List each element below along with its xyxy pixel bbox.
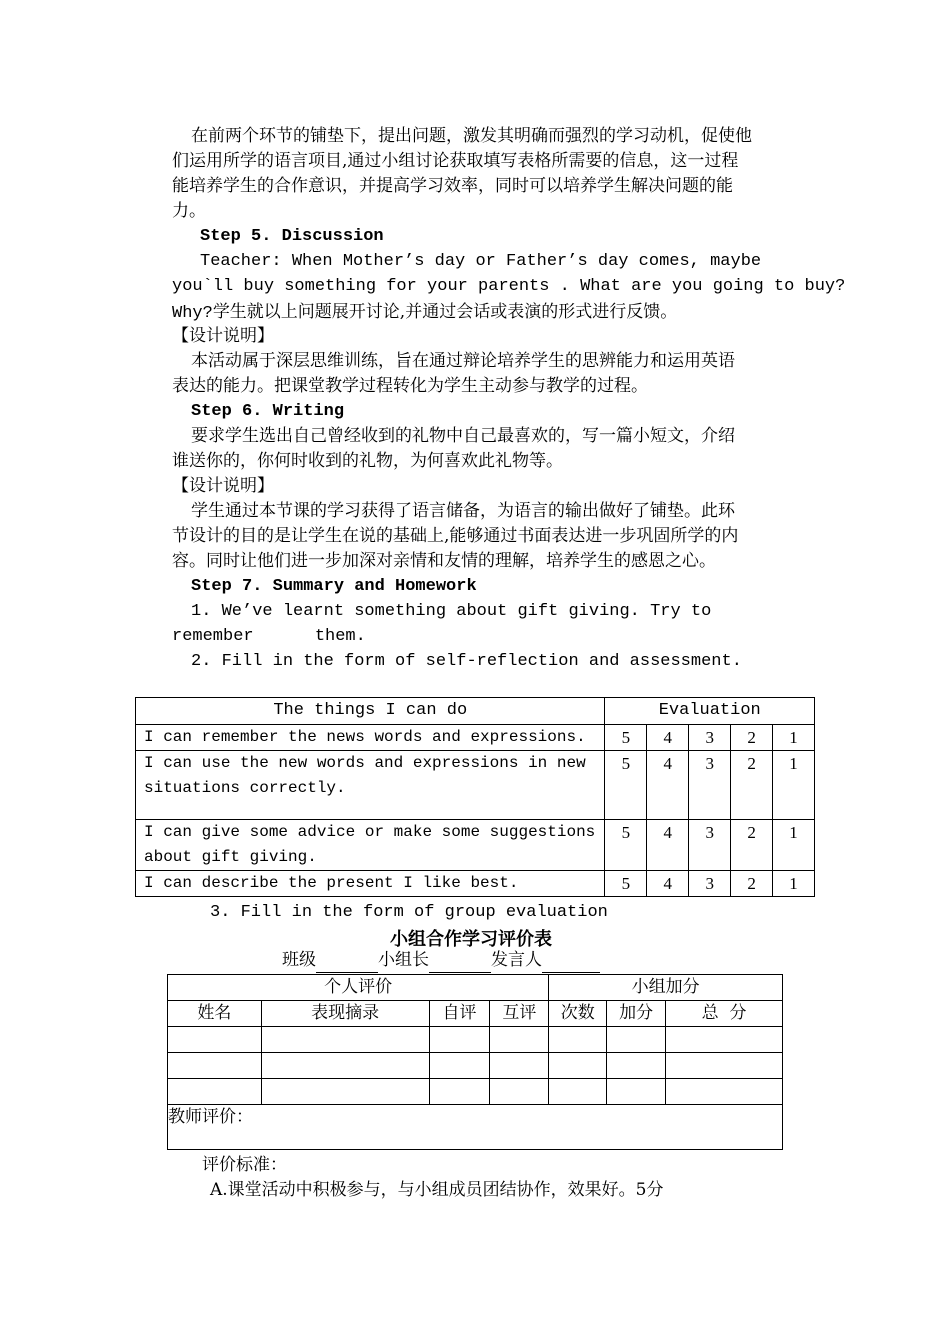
teacher-eval-cell: 教师评价： [168, 1105, 783, 1150]
eval-header-things: The things I can do [136, 698, 605, 725]
speaker-blank [542, 956, 600, 973]
eval-row-text [136, 820, 605, 871]
group-header-row-1 [168, 975, 783, 1001]
score-3: 3 [689, 751, 731, 820]
score-5: 5 [605, 751, 647, 820]
design-label-2: 【设计说明】 [172, 476, 274, 496]
step7-item3: 3. Fill in the form of group evaluation [210, 903, 608, 922]
class-label: 班级 [282, 950, 316, 970]
design2-line2: 节设计的目的是让学生在说的基础上,能够通过书面表达进一步巩固所学的内 [172, 526, 739, 546]
step5-line3 [172, 299, 677, 326]
step6-line2: 谁送你的，你何时收到的礼物，为何喜欢此礼物等。 [172, 451, 563, 471]
step7-heading: Step 7. Summary and Homework [191, 577, 477, 596]
eval-header-evaluation: Evaluation [605, 698, 815, 725]
design2-line1: 学生通过本节课的学习获得了语言储备，为语言的输出做好了铺垫。此环 [191, 501, 735, 521]
step6-line1: 要求学生选出自己曾经收到的礼物中自己最喜欢的，写一篇小短文，介绍 [191, 426, 735, 446]
eval-row3-line2: about gift giving. [144, 848, 317, 866]
score-3: 3 [689, 871, 731, 897]
score-5: 5 [605, 820, 647, 871]
score-5: 5 [605, 871, 647, 897]
eval-row3-line1: I can give some advice or make some suggestions [144, 823, 596, 841]
header-peer-eval: 互评 [490, 1001, 549, 1027]
score-2: 2 [731, 820, 773, 871]
para1-line1: 在前两个环节的铺垫下，提出问题，激发其明确而强烈的学习动机，促使他 [191, 126, 752, 146]
score-1: 1 [773, 871, 815, 897]
step5-line3-zh: 学生就以上问题展开讨论,并通过会话或表演的形式进行反馈。 [212, 302, 678, 322]
design1-line1: 本活动属于深层思维训练，旨在通过辩论培养学生的思辨能力和运用英语 [191, 351, 735, 371]
para1-line2: 们运用所学的语言项目,通过小组讨论获取填写表格所需要的信息，这一过程 [172, 151, 739, 171]
score-1: 1 [773, 751, 815, 820]
score-2: 2 [731, 871, 773, 897]
score-4: 4 [647, 725, 689, 751]
step7-item1a: 1. We’ve learnt something about gift giving. Try to [191, 602, 712, 621]
score-2: 2 [731, 725, 773, 751]
group-bonus-header: 小组加分 [549, 975, 783, 1001]
score-1: 1 [773, 725, 815, 751]
para1-line3: 能培养学生的合作意识，并提高学习效率，同时可以培养学生解决问题的能 [172, 176, 733, 196]
header-name: 姓名 [168, 1001, 262, 1027]
eval-row [136, 871, 815, 897]
criteria-label: 评价标准： [202, 1155, 287, 1175]
group-table-meta [282, 948, 600, 973]
criteria-a: A.课堂活动中积极参与，与小组成员团结协作，效果好。5分 [210, 1180, 664, 1200]
eval-row-text [136, 751, 605, 820]
teacher-eval-row [168, 1105, 783, 1150]
class-blank [316, 956, 378, 973]
group-blank-row [168, 1079, 783, 1105]
eval-row [136, 751, 815, 820]
eval-row-text [136, 725, 605, 751]
eval-row1-line1: I can remember the news words and expressions. [144, 728, 586, 746]
leader-label: 小组长 [378, 950, 429, 970]
personal-eval-header: 个人评价 [168, 975, 549, 1001]
score-1: 1 [773, 820, 815, 871]
design-label-1: 【设计说明】 [172, 326, 274, 346]
speaker-label: 发言人 [491, 950, 542, 970]
score-4: 4 [647, 820, 689, 871]
score-5: 5 [605, 725, 647, 751]
eval-row4-line1: I can describe the present I like best. [144, 874, 519, 892]
self-evaluation-table [135, 697, 815, 897]
eval-row-text [136, 871, 605, 897]
header-performance: 表现摘录 [261, 1001, 429, 1027]
group-blank-row [168, 1053, 783, 1079]
step7-item1b: remember them. [172, 627, 366, 646]
eval-row2-line1: I can use the new words and expressions in new [144, 754, 586, 772]
step6-heading: Step 6. Writing [191, 402, 345, 421]
score-4: 4 [647, 751, 689, 820]
header-total: 总 分 [666, 1001, 783, 1027]
group-blank-row [168, 1027, 783, 1053]
step7-item2: 2. Fill in the form of self-reflection and assessment. [191, 652, 742, 671]
score-2: 2 [731, 751, 773, 820]
group-evaluation-table [167, 974, 783, 1150]
para1-line4: 力。 [172, 201, 206, 221]
score-4: 4 [647, 871, 689, 897]
design2-line3: 容。同时让他们进一步加深对亲情和友情的理解，培养学生的感恩之心。 [172, 551, 716, 571]
eval-row2-line2: situations correctly. [144, 779, 346, 797]
header-bonus: 加分 [607, 1001, 666, 1027]
group-table-title: 小组合作学习评价表 [390, 929, 552, 950]
group-header-row-2 [168, 1001, 783, 1027]
eval-header-row [136, 698, 815, 725]
score-3: 3 [689, 725, 731, 751]
step5-line2: you`ll buy something for your parents . What are you going to buy? [172, 277, 846, 296]
eval-row [136, 820, 815, 871]
step5-heading: Step 5. Discussion [200, 227, 384, 246]
step5-line3-en: Why? [172, 304, 213, 323]
design1-line2: 表达的能力。把课堂教学过程转化为学生主动参与教学的过程。 [172, 376, 648, 396]
step5-line1: Teacher: When Mother’s day or Father’s day comes, maybe [200, 252, 762, 271]
header-self-eval: 自评 [429, 1001, 490, 1027]
leader-blank [429, 956, 491, 973]
score-3: 3 [689, 820, 731, 871]
header-count: 次数 [549, 1001, 607, 1027]
eval-row [136, 725, 815, 751]
